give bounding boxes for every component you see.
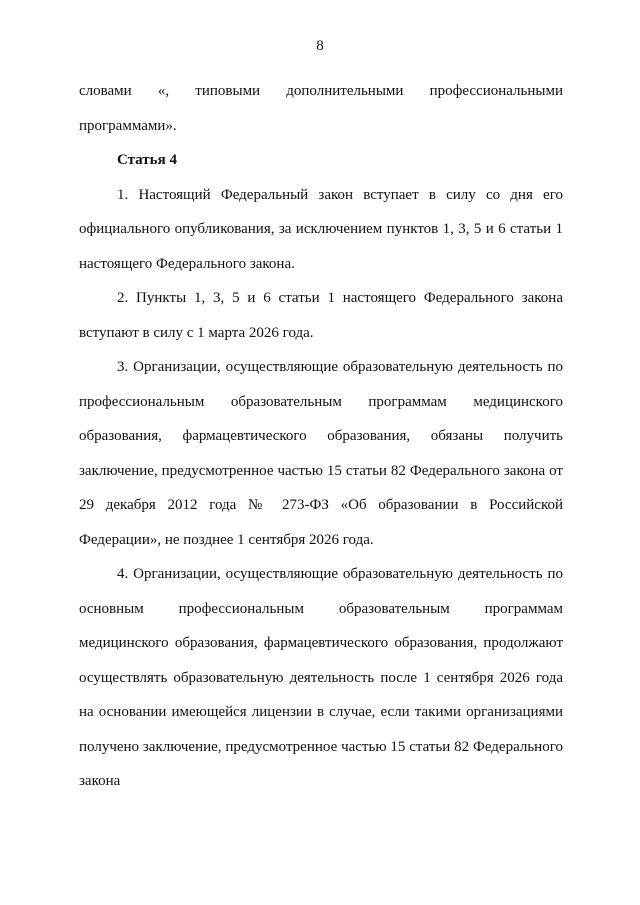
document-body <box>79 74 563 799</box>
article-heading: Статья 4 <box>117 152 177 168</box>
paragraph-1: 1. Настоящий Федеральный закон вступает в силу со дня его официального опубликования, за исключением пунктов 1, 3, 5 и 6 статьи 1 настоящего Федерального закона. <box>79 186 563 272</box>
paragraph-4: 4. Организации, осуществляющие образовательную деятельность по основным профессиональным образовательным программам медицинского образования, фармацевтического образования, продолжают осуществлять образовательную деятельность после 1 сентября 2026 года на основании имеющейся лицензии в случае, если такими организациями получено заключение, предусмотренное частью 15 статьи 82 Федерального закона <box>79 566 563 789</box>
page-number: 8 <box>316 38 324 54</box>
paragraph-3: 3. Организации, осуществляющие образовательную деятельность по профессиональным образовательным программам медицинского образования, фармацевтического образования, обязаны получить заключение, предусмотренное частью 15 статьи 82 Федерального закона от 29 декабря 2012 года № 273-ФЗ «Об образовании в Российской Федерации», не позднее 1 сентября 2026 года. <box>79 359 563 548</box>
continuation-line-2: программами». <box>79 117 177 134</box>
paragraph-2: 2. Пункты 1, 3, 5 и 6 статьи 1 настоящего Федерального закона вступают в силу с 1 марта 2026 года. <box>79 290 563 341</box>
continuation-line-1: словами «, типовыми дополнительными профессиональными <box>79 83 563 99</box>
